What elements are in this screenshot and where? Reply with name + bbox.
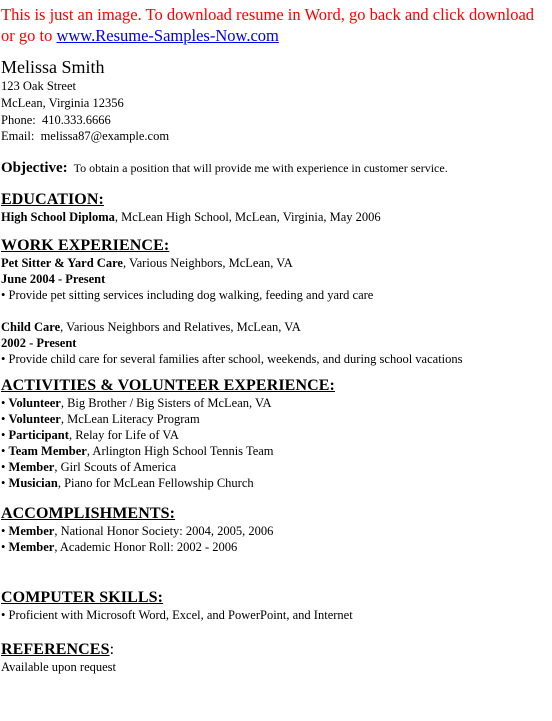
download-notice [1,4,549,46]
notice-text: This is just an image. To download resume in Word, go back and click download or go to [1,5,535,45]
skills-line: • Proficient with Microsoft Word, Excel, and PowerPoint, and Internet [1,608,353,623]
list-item: • Volunteer, Big Brother / Big Sisters of McLean, VA [1,396,272,411]
phone-line [1,112,549,129]
list-item: • Volunteer, McLean Literacy Program [1,412,200,427]
objective-section: Objective: To obtain a position that will provide me with experience in customer service. [1,160,448,177]
job-where: , Various Neighbors and Relatives, McLean, VA [60,320,301,335]
phone-label: Phone: [1,112,36,127]
education-title: EDUCATION: [1,191,104,209]
references-text: Available upon request [1,660,117,675]
job-bullet: • Provide pet sitting services including dog walking, feeding and yard care [1,288,374,303]
list-item: • Musician, Piano for McLean Fellowship Church [1,476,254,491]
list-item: • Participant, Relay for Life of VA [1,428,179,443]
resume-samples-link[interactable]: www.Resume-Samples-Now.com [56,26,279,45]
phone-number: 410.333.6666 [41,112,111,127]
email-address: melissa87@example.com [40,129,170,144]
job-entry [1,255,549,303]
education-degree: High School Diploma [1,210,115,225]
computer-skills-title: COMPUTER SKILLS: [1,589,164,607]
list-item: • Member, National Honor Society: 2004, 2005, 2006 [1,524,274,539]
accomplishments-title: ACCOMPLISHMENTS: [1,505,176,523]
list-item: • Team Member, Arlington High School Tennis Team [1,444,274,459]
education-line [1,209,549,225]
street-address: 123 Oak Street [1,79,76,93]
resume-page [1,0,549,675]
list-item: • Member, Academic Honor Roll: 2002 - 2006 [1,540,238,555]
work-title: WORK EXPERIENCE: [1,237,170,255]
city-address: McLean, Virginia 12356 [1,95,124,110]
contact-block [1,78,549,145]
email-label: Email: [1,129,35,144]
email-line [1,128,549,145]
references-title: REFERENCES [1,641,110,659]
candidate-name: Melissa Smith [1,57,105,77]
objective-label: Objective [1,160,63,177]
objective-text: To obtain a position that will provide me with experience in customer service. [73,161,448,176]
job-role: Pet Sitter & Yard Care [1,256,123,271]
job-dates: 2002 - Present [1,336,77,351]
activities-title: ACTIVITIES & VOLUNTEER EXPERIENCE: [1,377,335,395]
list-item: • Member, Girl Scouts of America [1,460,177,475]
job-bullet: • Provide child care for several families after school, weekends, and during school vacations [1,352,463,367]
references-heading: REFERENCES: [1,641,115,659]
education-details: , McLean High School, McLean, Virginia, May 2006 [114,210,381,225]
job-entry [1,319,549,367]
job-dates: June 2004 - Present [1,272,106,287]
job-role: Child Care [1,320,61,335]
job-where: , Various Neighbors, McLean, VA [122,256,293,271]
